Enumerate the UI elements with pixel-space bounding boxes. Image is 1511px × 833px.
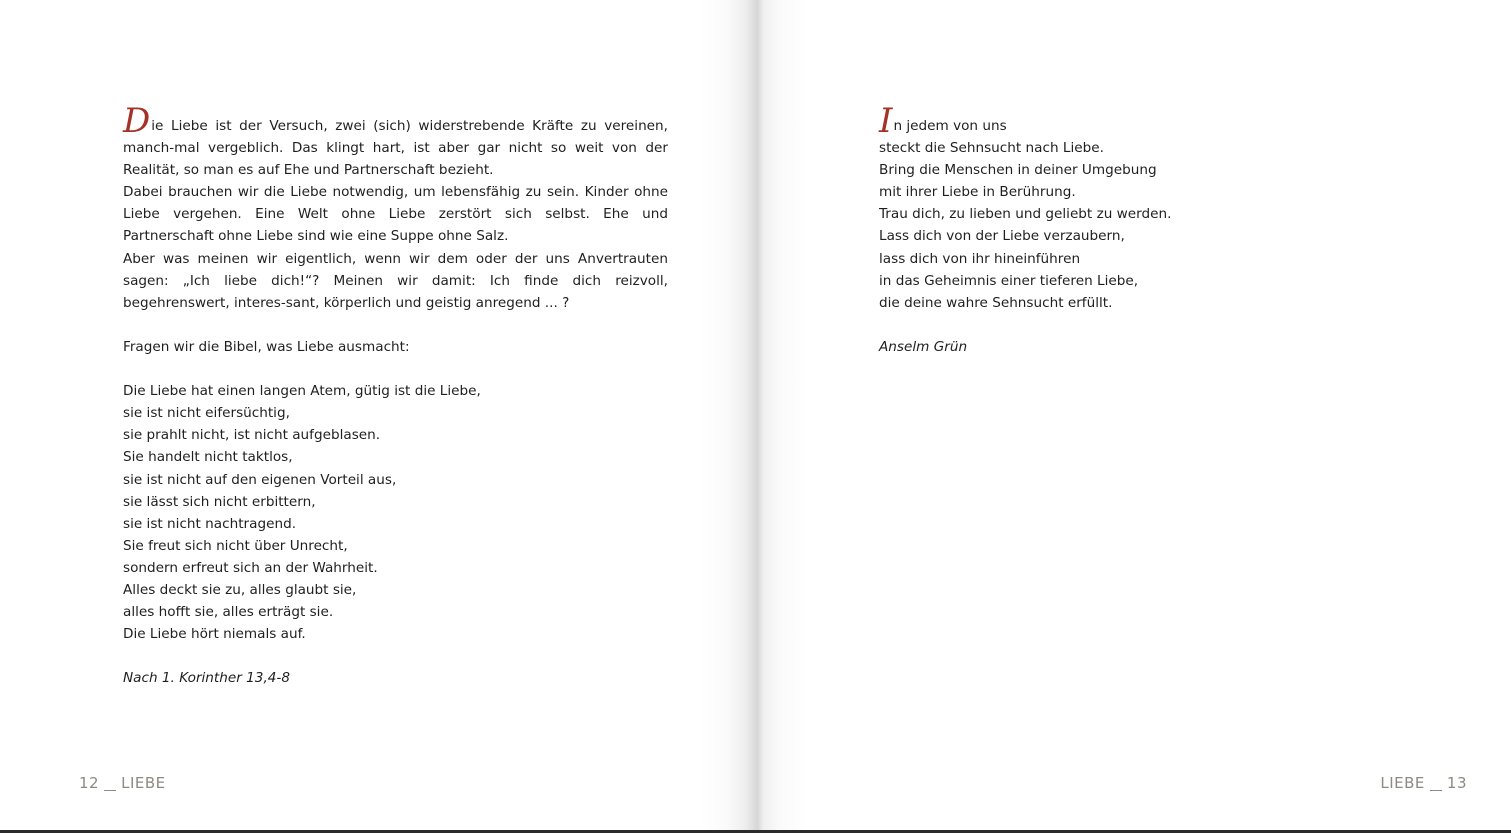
left-page-text (123, 101, 668, 689)
quote-line: sie lässt sich nicht erbittern, (123, 493, 316, 510)
poem-first-line (879, 101, 1219, 141)
poem-line: lass dich von ihr hineinführen (879, 250, 1081, 267)
quote-line: Sie handelt nicht taktlos, (123, 449, 293, 466)
quote-line: Die Liebe hat einen langen Atem, gütig ist die Liebe, (123, 383, 481, 400)
poem-line: Trau dich, zu lieben und geliebt zu werden. (879, 206, 1172, 223)
quote-line: sie ist nicht nachtragend. (123, 515, 297, 532)
intro-paragraph (123, 101, 668, 181)
page-number-right (1380, 774, 1467, 792)
quote-line: Sie freut sich nicht über Unrecht, (123, 537, 348, 554)
bible-source: Nach 1. Korinther 13,4-8 (123, 670, 290, 687)
quote-line: Alles deckt sie zu, alles glaubt sie, (123, 581, 357, 598)
poem-first-line-text: n jedem von uns (893, 118, 1007, 134)
poem-line: in das Geheimnis einer tieferen Liebe, (879, 272, 1139, 289)
poem-line: die deine wahre Sehnsucht erfüllt. (879, 294, 1113, 311)
bible-question: Fragen wir die Bibel, was Liebe ausmacht: (123, 338, 410, 355)
poem-line: Bring die Menschen in deiner Umgebung (879, 162, 1157, 179)
poem-author: Anselm Grün (879, 338, 968, 355)
running-header: LIEBE (1380, 774, 1425, 792)
quote-line: sie ist nicht auf den eigenen Vorteil aus, (123, 471, 397, 488)
right-page (745, 0, 1511, 833)
poem-line: steckt die Sehnsucht nach Liebe. (879, 140, 1104, 157)
drop-initial-i: I (879, 101, 893, 141)
quote-line: sondern erfreut sich an der Wahrheit. (123, 559, 378, 576)
quote-line: alles hofft sie, alles erträgt sie. (123, 604, 334, 621)
drop-initial-d: D (123, 101, 151, 141)
poem-line: Lass dich von der Liebe verzaubern, (879, 228, 1125, 245)
quote-line: Die Liebe hört niemals auf. (123, 626, 306, 643)
paragraph-2: Dabei brauchen wir die Liebe notwendig, um lebensfähig zu sein. Kinder ohne Liebe vergehen. Eine Welt ohne Liebe zerstört sich selbst. Ehe und Partnerschaft ohne Liebe sind wie eine Suppe ohne Salz. (123, 184, 668, 245)
page-number-left (79, 774, 166, 792)
right-page-text (879, 101, 1219, 358)
paragraph-3: Aber was meinen wir eigentlich, wenn wir dem oder der uns Anvertrauten sagen: „Ich liebe dich!“? Meinen wir damit: Ich finde dich reizvoll, begehrenswert, interes-sant, körperlich und geistig anregend ... ? (123, 250, 668, 311)
left-page (0, 0, 745, 833)
page-number: 12 (79, 774, 100, 792)
folio-dash (1430, 790, 1442, 791)
quote-line: sie ist nicht eifersüchtig, (123, 405, 290, 422)
intro-text: ie Liebe ist der Versuch, zwei (sich) widerstrebende Kräfte zu vereinen, manch-mal vergeblich. Das klingt hart, ist aber gar nicht so weit von der Realität, so man es auf Ehe und Partnerschaft bezieht. (123, 118, 668, 179)
bible-quote (123, 380, 668, 645)
quote-line: sie prahlt nicht, ist nicht aufgeblasen. (123, 427, 381, 444)
running-header: LIEBE (121, 774, 166, 792)
poem-line: mit ihrer Liebe in Berührung. (879, 184, 1076, 201)
folio-dash (104, 790, 116, 791)
page-number: 13 (1446, 774, 1467, 792)
